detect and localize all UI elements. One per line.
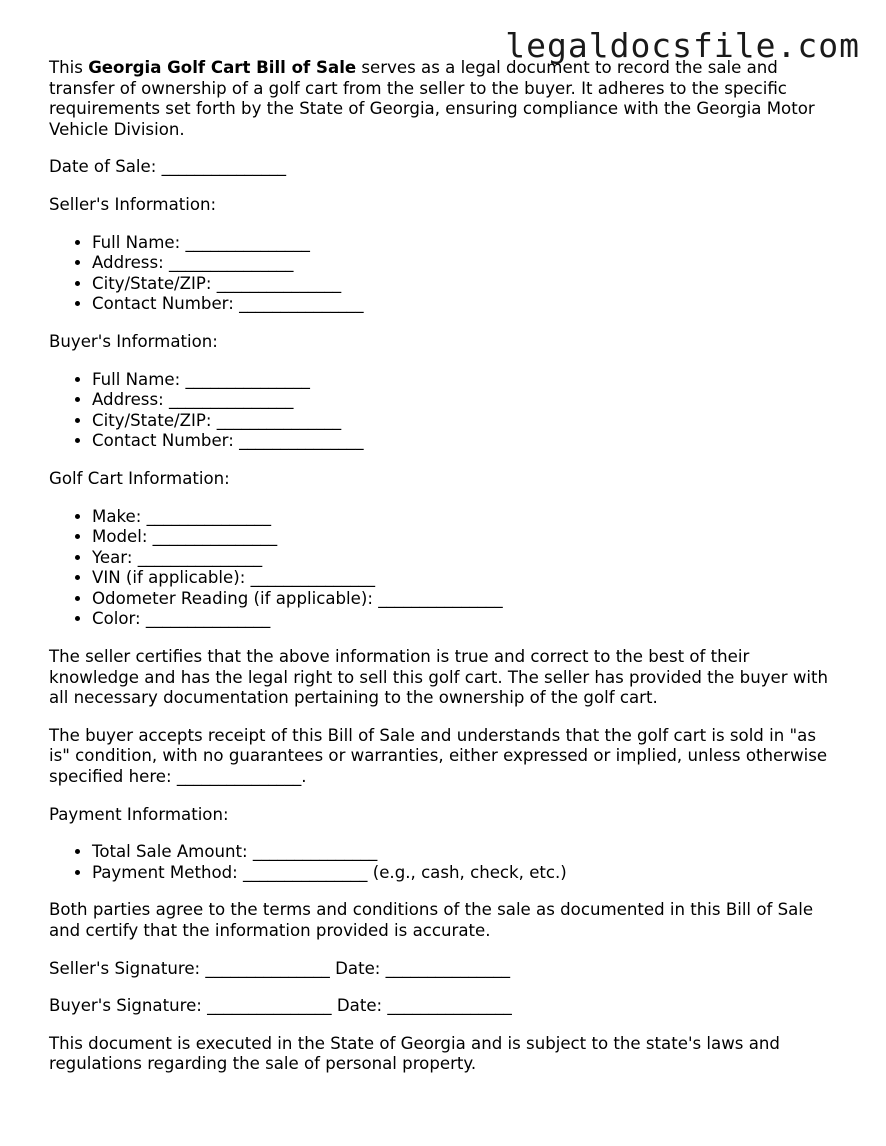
buyer-contact-number: • Contact Number: _______________ bbox=[92, 431, 839, 452]
closing-paragraph: This document is executed in the State of Georgia and is subject to the state's laws and regulations regarding the sale of personal property. bbox=[49, 1033, 780, 1074]
cart-year: • Year: _______________ bbox=[92, 548, 839, 569]
buyer-full-name: • Full Name: _______________ bbox=[92, 370, 839, 391]
document-body bbox=[49, 58, 839, 1092]
cart-color: • Color: _______________ bbox=[92, 609, 839, 630]
seller-full-name: • Full Name: _______________ bbox=[92, 233, 839, 254]
payment-list bbox=[49, 842, 839, 883]
seller-certification: The seller certifies that the above information is true and correct to the best of their knowledge and has the legal right to sell this golf cart. The seller has provided the buyer with all necessary documentation pertaining to the ownership of the golf cart. bbox=[49, 647, 829, 708]
cart-model: • Model: _______________ bbox=[92, 527, 839, 548]
document-title: Georgia Golf Cart Bill of Sale bbox=[88, 58, 357, 77]
buyer-acceptance: The buyer accepts receipt of this Bill of Sale and understands that the golf cart is sold in "as is" condition, with no guarantees or warranties, either expressed or implied, unless otherwise specified here: _______________. bbox=[49, 725, 828, 787]
cart-odometer: • Odometer Reading (if applicable): _______________ bbox=[92, 589, 839, 610]
intro-paragraph bbox=[49, 58, 839, 140]
seller-address: • Address: _______________ bbox=[92, 253, 839, 274]
buyer-city-state-zip: • City/State/ZIP: _______________ bbox=[92, 411, 839, 432]
date-of-sale: Date of Sale: _______________ bbox=[49, 157, 287, 177]
buyer-address: • Address: _______________ bbox=[92, 390, 839, 411]
intro-suffix: serves as a legal document to record the sale and transfer of ownership of a golf cart from the seller to the buyer. It adheres to the specific requirements set forth by the State of Georgia, ensuring compliance with the Georgia Motor Vehicle Division. bbox=[49, 58, 815, 139]
watermark: legaldocsfile.com bbox=[505, 26, 860, 65]
seller-signature-line: Seller's Signature: _______________ Date: _______________ bbox=[49, 958, 511, 978]
payment-heading: Payment Information: bbox=[49, 804, 229, 824]
seller-heading: Seller's Information: bbox=[49, 194, 217, 214]
payment-method: • Payment Method: _______________ (e.g., cash, check, etc.) bbox=[92, 863, 839, 884]
agreement-paragraph: Both parties agree to the terms and conditions of the sale as documented in this Bill of Sale and certify that the information provided is accurate. bbox=[49, 900, 814, 940]
intro-prefix: This bbox=[49, 58, 89, 77]
total-sale-amount: • Total Sale Amount: _______________ bbox=[92, 842, 839, 863]
golf-cart-heading: Golf Cart Information: bbox=[49, 468, 230, 488]
cart-make: • Make: _______________ bbox=[92, 507, 839, 528]
cart-vin: • VIN (if applicable): _______________ bbox=[92, 568, 839, 589]
seller-contact-number: • Contact Number: _______________ bbox=[92, 294, 839, 315]
seller-city-state-zip: • City/State/ZIP: _______________ bbox=[92, 274, 839, 295]
golf-cart-list bbox=[49, 507, 839, 631]
buyer-signature-line: Buyer's Signature: _______________ Date: _______________ bbox=[49, 996, 512, 1016]
buyer-list bbox=[49, 370, 839, 452]
buyer-heading: Buyer's Information: bbox=[49, 331, 218, 351]
seller-list bbox=[49, 233, 839, 315]
